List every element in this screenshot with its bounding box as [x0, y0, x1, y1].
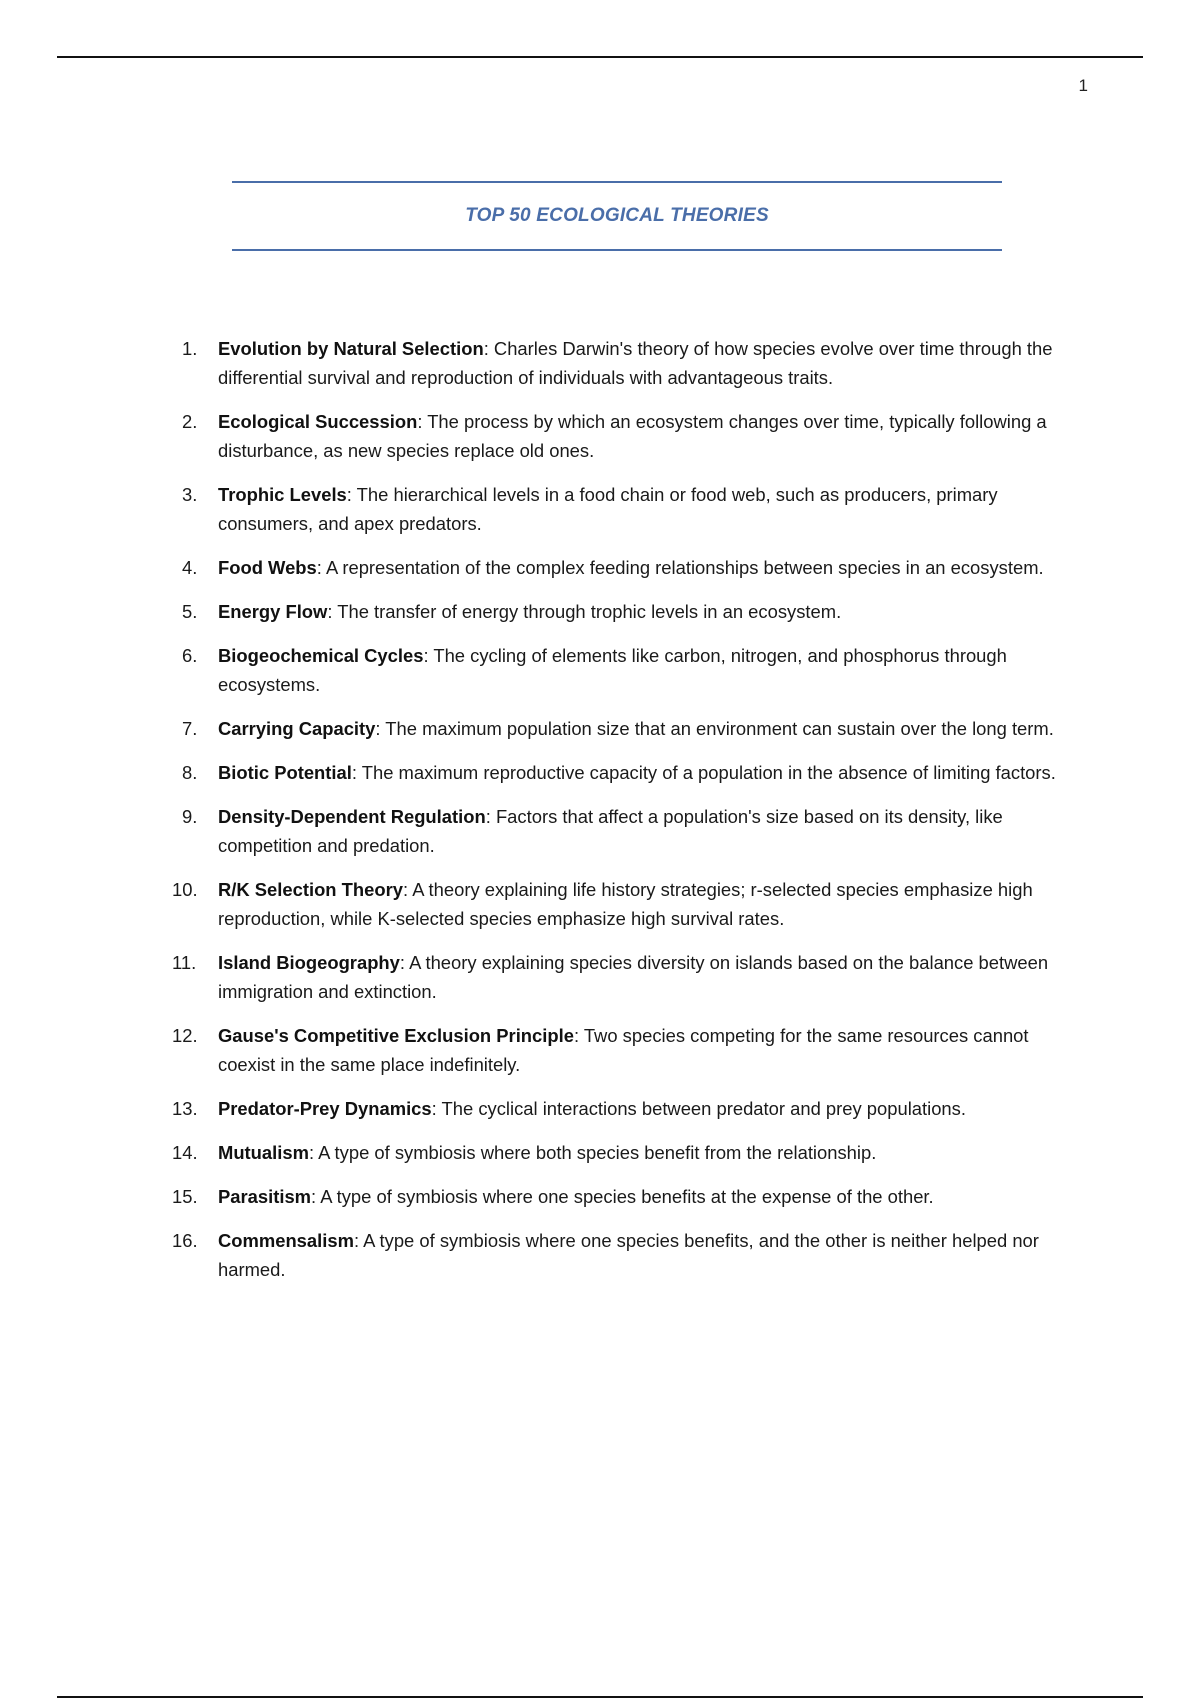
theory-body — [218, 597, 1090, 626]
theory-item — [170, 1094, 1090, 1123]
theory-item — [170, 480, 1090, 538]
theory-term: Biotic Potential — [218, 762, 352, 783]
theory-item — [170, 407, 1090, 465]
theory-number: 1. — [182, 338, 198, 359]
theory-term: Trophic Levels — [218, 484, 347, 505]
theory-item — [170, 1138, 1090, 1167]
theory-body — [218, 714, 1090, 743]
theory-separator: : — [311, 1186, 321, 1207]
theory-separator: : — [308, 1142, 319, 1163]
theory-list — [170, 334, 1090, 1299]
theory-term: Predator-Prey Dynamics — [218, 1098, 432, 1119]
theory-number: 5. — [182, 601, 198, 622]
theory-number: 11. — [172, 952, 197, 973]
theory-number: 7. — [182, 718, 198, 739]
theory-body — [218, 1182, 1090, 1211]
theory-number: 3. — [182, 484, 198, 505]
theory-separator: : — [483, 338, 494, 359]
theory-item — [170, 758, 1090, 787]
theory-description: The transfer of energy through trophic levels in an ecosystem. — [337, 601, 842, 622]
theory-item — [170, 948, 1090, 1006]
theory-item — [170, 875, 1090, 933]
theory-item — [170, 553, 1090, 582]
theory-term: R/K Selection Theory — [218, 879, 403, 900]
theory-separator: : — [346, 484, 357, 505]
theory-number: 10. — [172, 879, 198, 900]
theory-body — [218, 1138, 1090, 1167]
theory-number: 15. — [172, 1186, 198, 1207]
theory-term: Carrying Capacity — [218, 718, 376, 739]
theory-separator: : — [423, 645, 434, 666]
theory-separator: : — [431, 1098, 442, 1119]
theory-separator: : — [375, 718, 386, 739]
theory-description: A type of symbiosis where both species benefit from the relationship. — [318, 1142, 877, 1163]
theory-body — [218, 480, 1090, 538]
theory-item — [170, 1182, 1090, 1211]
theory-body — [218, 1021, 1090, 1079]
theory-body — [218, 407, 1090, 465]
theory-term: Commensalism — [218, 1230, 354, 1251]
theory-separator: : — [417, 411, 428, 432]
theory-description: A representation of the complex feeding relationships between species in an ecosystem. — [325, 557, 1044, 578]
theory-separator: : — [353, 1230, 364, 1251]
theory-body — [218, 641, 1090, 699]
theory-description: The cycling of elements like carbon, nitrogen, and phosphorus through ecosystems. — [218, 645, 1007, 695]
theory-separator: : — [327, 601, 338, 622]
theory-body — [218, 802, 1090, 860]
theory-description: The hierarchical levels in a food chain or food web, such as producers, primary consumers, and apex predators. — [218, 484, 998, 534]
theory-separator: : — [351, 762, 362, 783]
theory-body — [218, 1094, 1090, 1123]
theory-separator: : — [573, 1025, 584, 1046]
theory-item — [170, 802, 1090, 860]
theory-term: Island Biogeography — [218, 952, 400, 973]
theory-number: 4. — [182, 557, 198, 578]
theory-number: 2. — [182, 411, 198, 432]
theory-description: The maximum reproductive capacity of a population in the absence of limiting factors. — [361, 762, 1056, 783]
theory-term: Energy Flow — [218, 601, 328, 622]
theory-number: 8. — [182, 762, 198, 783]
theory-separator: : — [399, 952, 410, 973]
theory-description: The cyclical interactions between predator and prey populations. — [441, 1098, 966, 1119]
page-number: 1 — [1078, 76, 1088, 95]
theory-term: Biogeochemical Cycles — [218, 645, 424, 666]
theory-item — [170, 597, 1090, 626]
document-title: TOP 50 ECOLOGICAL THEORIES — [465, 205, 769, 226]
theory-description: A type of symbiosis where one species benefits, and the other is neither helped nor harmed. — [218, 1230, 1039, 1280]
theory-separator: : — [402, 879, 413, 900]
theory-description: The process by which an ecosystem changes over time, typically following a disturbance, as new species replace old ones. — [218, 411, 1047, 461]
theory-term: Food Webs — [218, 557, 317, 578]
theory-term: Gause's Competitive Exclusion Principle — [218, 1025, 574, 1046]
theory-number: 6. — [182, 645, 198, 666]
theory-body — [218, 875, 1090, 933]
theory-body — [218, 758, 1090, 787]
theory-term: Ecological Succession — [218, 411, 418, 432]
theory-number: 9. — [182, 806, 198, 827]
theory-description: Two species competing for the same resources cannot coexist in the same place indefinitely. — [218, 1025, 1029, 1075]
theory-item — [170, 641, 1090, 699]
theory-term: Evolution by Natural Selection — [218, 338, 484, 359]
theory-term: Density-Dependent Regulation — [218, 806, 486, 827]
theory-description: A type of symbiosis where one species benefits at the expense of the other. — [320, 1186, 934, 1207]
theory-term: Parasitism — [218, 1186, 312, 1207]
theory-body — [218, 948, 1090, 1006]
theory-description: The maximum population size that an environment can sustain over the long term. — [385, 718, 1054, 739]
theory-item — [170, 1226, 1090, 1284]
theory-item — [170, 714, 1090, 743]
theory-body — [218, 553, 1090, 582]
theory-number: 13. — [172, 1098, 198, 1119]
theory-term: Mutualism — [218, 1142, 309, 1163]
title-block — [232, 181, 1002, 251]
theory-description: A theory explaining life history strategies; r-selected species emphasize high reproduction, while K-selected species emphasize high survival rates. — [218, 879, 1033, 929]
theory-number: 12. — [172, 1025, 198, 1046]
theory-item — [170, 334, 1090, 392]
header-rule — [57, 56, 1143, 58]
theory-number: 14. — [172, 1142, 198, 1163]
theory-body — [218, 334, 1090, 392]
theory-separator: : — [316, 557, 326, 578]
theory-description: A theory explaining species diversity on islands based on the balance between immigration and extinction. — [218, 952, 1049, 1002]
theory-item — [170, 1021, 1090, 1079]
theory-separator: : — [485, 806, 496, 827]
theory-description: Charles Darwin's theory of how species evolve over time through the differential survival and reproduction of individuals with advantageous traits. — [218, 338, 1053, 388]
theory-body — [218, 1226, 1090, 1284]
theory-description: Factors that affect a population's size based on its density, like competition and predation. — [218, 806, 1003, 856]
footer-rule — [57, 1696, 1143, 1698]
theory-number: 16. — [172, 1230, 198, 1251]
